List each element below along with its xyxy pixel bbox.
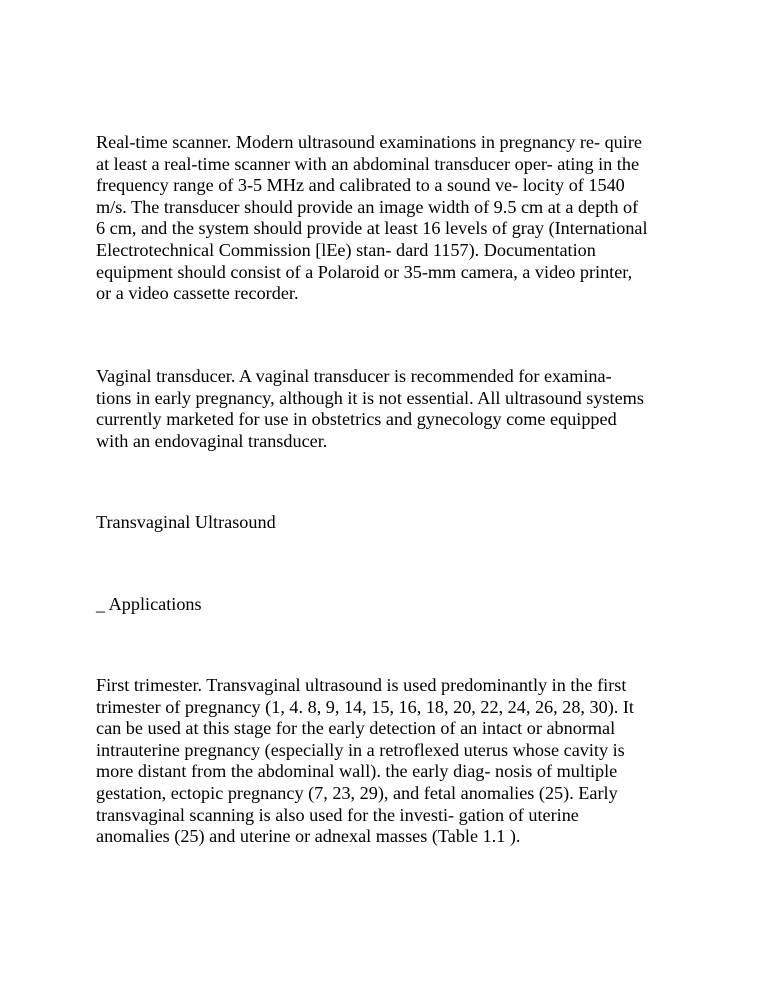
text-line: 6 cm, and the system should provide at least 16 levels of gray (International (96, 218, 648, 239)
subsection-heading-text: _ Applications (96, 594, 202, 614)
paragraph-first-trimester (96, 675, 634, 848)
text-line: at least a real-time scanner with an abdominal transducer oper- ating in the (96, 153, 640, 174)
section-heading-text: Transvaginal Ultrasound (96, 512, 276, 532)
text-line: trimester of pregnancy (1, 4. 8, 9, 14, 15, 16, 18, 20, 22, 24, 26, 28, 30). It (96, 696, 634, 717)
text-line: First trimester. Transvaginal ultrasound is used predominantly in the first (96, 675, 627, 695)
text-line: m/s. The transducer should provide an image width of 9.5 cm at a depth of (96, 196, 639, 217)
text-line: equipment should consist of a Polaroid or 35-mm camera, a video printer, (96, 261, 633, 282)
text-line: Electrotechnical Commission [lEe) stan- dard 1157). Documentation (96, 239, 596, 260)
text-line: transvaginal scanning is also used for the investi- gation of uterine (96, 804, 579, 825)
paragraph-real-time-scanner (96, 132, 648, 305)
subsection-heading (96, 594, 202, 616)
paragraph-vaginal-transducer (96, 366, 644, 452)
text-line: anomalies (25) and uterine or adnexal masses (Table 1.1 ). (96, 826, 521, 847)
text-line: gestation, ectopic pregnancy (7, 23, 29), and fetal anomalies (25). Early (96, 782, 618, 803)
text-line: or a video cassette recorder. (96, 283, 299, 304)
text-line: Vaginal transducer. A vaginal transducer is recommended for examina- (96, 366, 612, 386)
text-line: can be used at this stage for the early detection of an intact or abnormal (96, 718, 616, 739)
text-line: with an endovaginal transducer. (96, 430, 328, 451)
text-line: intrauterine pregnancy (especially in a retroflexed uterus whose cavity is (96, 739, 625, 760)
text-line: more distant from the abdominal wall). the early diag- nosis of multiple (96, 761, 618, 782)
text-line: frequency range of 3-5 MHz and calibrated to a sound ve- locity of 1540 (96, 175, 625, 196)
section-heading (96, 512, 276, 534)
text-line: tions in early pregnancy, although it is not essential. All ultrasound systems (96, 387, 644, 408)
text-line: Real-time scanner. Modern ultrasound examinations in pregnancy re- quire (96, 132, 642, 152)
text-line: currently marketed for use in obstetrics and gynecology come equipped (96, 409, 617, 430)
